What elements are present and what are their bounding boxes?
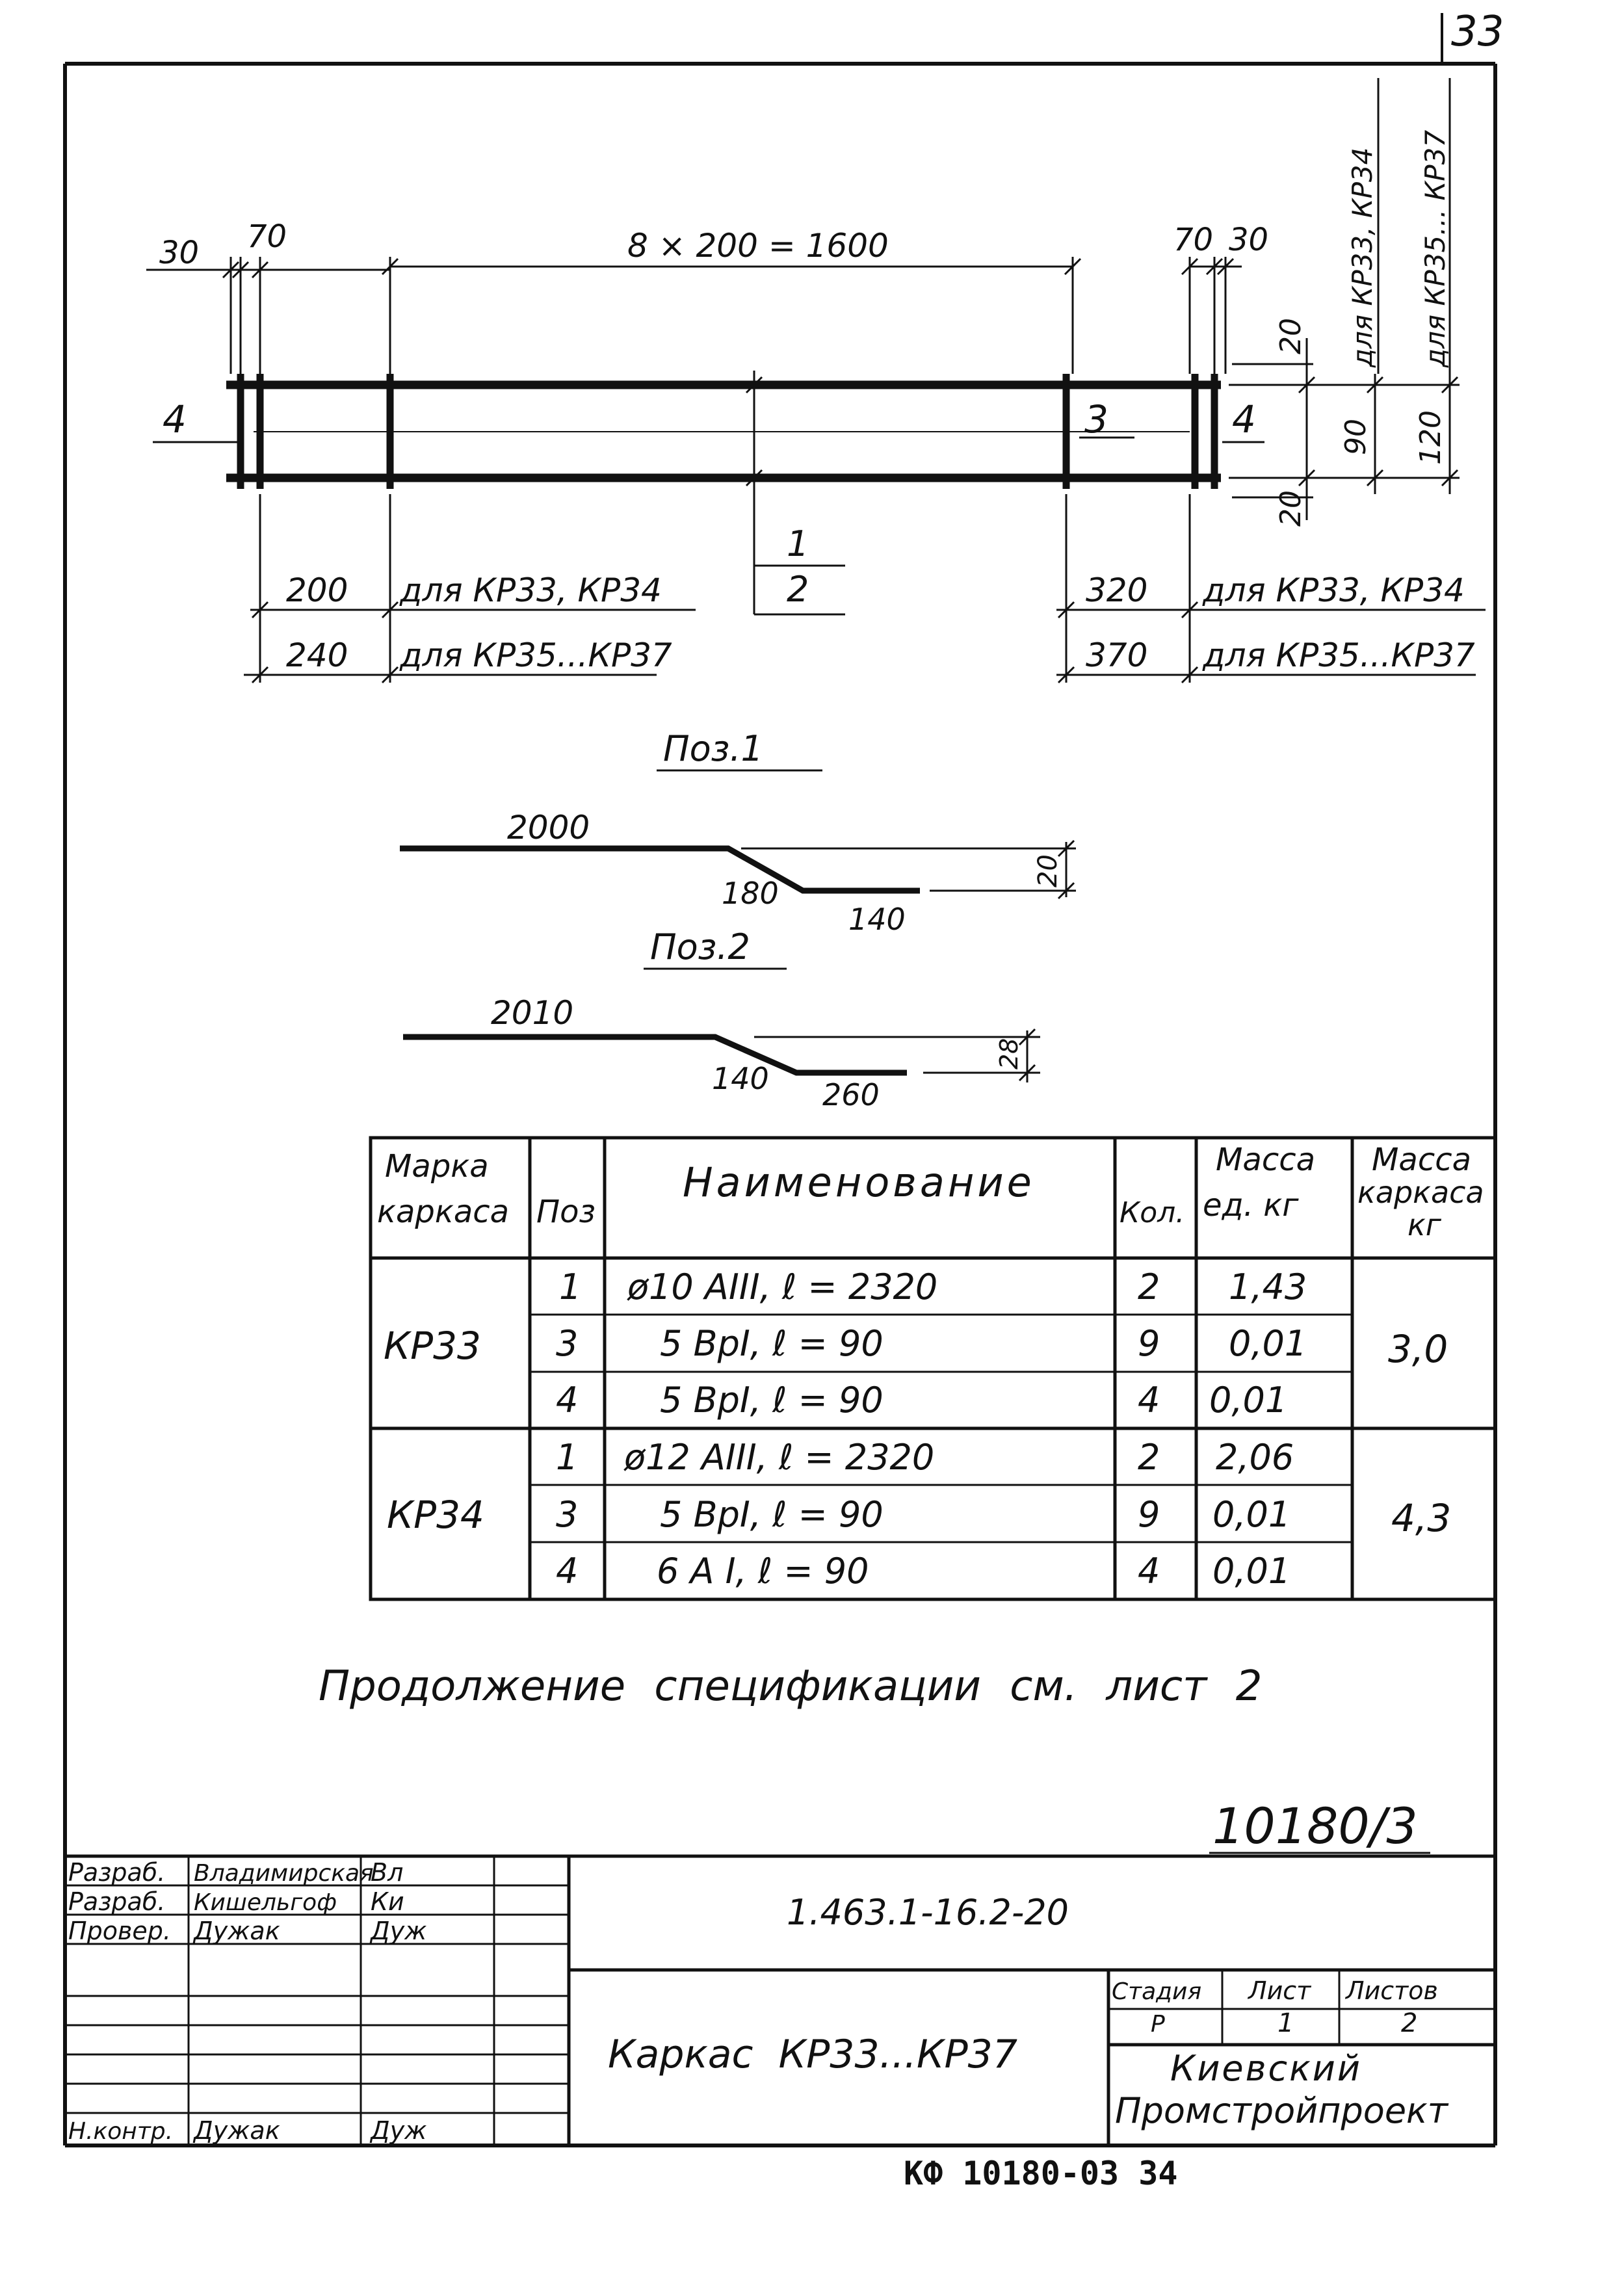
- title-block: [65, 1856, 1495, 2145]
- table-row: [556, 1437, 1294, 1478]
- dim-20-bottom: 20: [1274, 490, 1307, 527]
- group-mark: КР33: [384, 1324, 481, 1368]
- table-row: [556, 1323, 1307, 1364]
- header-unit-mass-line1: Масса: [1216, 1142, 1316, 1178]
- pos-label-1: 1: [787, 523, 809, 564]
- approver-role: Н.контр.: [68, 2118, 174, 2145]
- group-total: 3,0: [1388, 1327, 1448, 1371]
- approver-name: Дужак: [194, 2116, 280, 2145]
- sheets-value: 2: [1401, 2008, 1418, 2038]
- approver-row: [68, 1858, 403, 1887]
- corner-number: 33: [1451, 8, 1504, 56]
- dim-200-left: 200: [286, 571, 348, 609]
- doc-number: 1.463.1-16.2-20: [787, 1892, 1069, 1933]
- row-pos: 3: [556, 1323, 579, 1364]
- table-row: [556, 1380, 1287, 1421]
- row-qty: 4: [1138, 1551, 1160, 1592]
- dim-30-right: 30: [1229, 222, 1269, 258]
- approver-signature: Дуж: [371, 1917, 427, 1945]
- header-mark-line2: каркаса: [377, 1194, 510, 1230]
- note-240-left: для КР35...КР37: [400, 636, 672, 674]
- dim-20-top: 20: [1274, 318, 1307, 354]
- continuation-note: Продолжение спецификации см. лист 2: [319, 1662, 1263, 1711]
- row-mass: 0,01: [1212, 1494, 1291, 1535]
- row-mass: 2,06: [1216, 1437, 1294, 1478]
- row-pos: 4: [556, 1551, 579, 1592]
- approver-role: Разраб.: [68, 1887, 166, 1916]
- org-line1: Киевский: [1170, 2048, 1362, 2089]
- dimension-ticks: [223, 259, 1458, 683]
- row-mass: 0,01: [1212, 1551, 1291, 1592]
- inventory-number: 10180/3: [1212, 1797, 1418, 1855]
- row-qty: 2: [1138, 1437, 1160, 1478]
- row-pos: 3: [556, 1494, 579, 1535]
- row-pos: 4: [556, 1380, 579, 1421]
- approver-signature: Дуж: [371, 2116, 427, 2145]
- dim-320-right: 320: [1086, 571, 1148, 609]
- row-pos: 1: [559, 1266, 582, 1307]
- approver-name: Дужак: [194, 1917, 280, 1945]
- table-row: [556, 1551, 1290, 1592]
- row-pos: 1: [556, 1437, 579, 1478]
- note-kr35-37-vertical: для КР35... КР37: [1419, 129, 1451, 367]
- pos2-offset: 28: [995, 1038, 1023, 1069]
- approver-name: Владимирская: [194, 1860, 374, 1887]
- note-320-right: для КР33, КР34: [1203, 571, 1465, 609]
- dim-120: 120: [1414, 410, 1447, 465]
- note-kr33-34-vertical: для КР33, КР34: [1346, 147, 1378, 367]
- pos2-title: Поз.2: [650, 926, 750, 967]
- header-total-mass-line3: кг: [1408, 1207, 1441, 1242]
- org-line2: Промстройпроект: [1115, 2090, 1448, 2131]
- note-200-left: для КР33, КР34: [400, 571, 662, 609]
- row-name: ø12 АIII, ℓ = 2320: [624, 1437, 935, 1478]
- row-qty: 9: [1138, 1323, 1160, 1364]
- group-total: 4,3: [1391, 1496, 1452, 1540]
- sheet-label: Лист: [1248, 1976, 1311, 2005]
- approver-row: [68, 1917, 426, 1945]
- pos1-title: Поз.1: [663, 728, 763, 769]
- pos2-bar-shape: [403, 1037, 907, 1073]
- specification-table: [371, 1138, 1495, 1599]
- row-mass: 0,01: [1229, 1323, 1307, 1364]
- approver-role: Разраб.: [68, 1858, 166, 1887]
- header-qty: Кол.: [1120, 1196, 1185, 1229]
- pos2-length: 2010: [491, 994, 574, 1032]
- pos1-bar-drawing: [400, 728, 1076, 937]
- drawing-title: Каркас КР33...КР37: [608, 2032, 1017, 2077]
- sheet-value: 1: [1277, 2008, 1294, 2038]
- pos1-slope: 180: [722, 876, 779, 911]
- row-name: 5 ВрI, ℓ = 90: [660, 1380, 884, 1421]
- approver-name: Кишельгоф: [194, 1889, 337, 1916]
- pos1-length: 2000: [507, 809, 590, 846]
- pos-label-2: 2: [787, 569, 809, 610]
- row-qty: 9: [1138, 1494, 1160, 1535]
- header-mark-line1: Марка: [385, 1148, 489, 1185]
- dim-70-left: 70: [247, 218, 287, 255]
- row-mass: 0,01: [1209, 1380, 1288, 1421]
- group-mark: КР34: [387, 1493, 484, 1537]
- sheets-label: Листов: [1346, 1976, 1438, 2005]
- pos1-offset: 20: [1033, 854, 1063, 887]
- pos2-tail: 260: [822, 1077, 880, 1112]
- header-total-mass-line1: Масса: [1372, 1142, 1472, 1178]
- approver-row: [68, 1887, 404, 1916]
- dim-span: 8 × 200 = 1600: [627, 227, 889, 265]
- dim-70-right: 70: [1173, 222, 1214, 258]
- header-total-mass-line2: каркаса: [1357, 1175, 1484, 1210]
- pos2-bar-drawing: [403, 926, 1040, 1112]
- row-qty: 2: [1138, 1266, 1160, 1307]
- note-370-right: для КР35...КР37: [1203, 636, 1475, 674]
- bottom-archive-code: КФ 10180-03 34: [904, 2155, 1178, 2192]
- table-group-kr33: [384, 1266, 1448, 1421]
- dim-240-left: 240: [286, 636, 348, 674]
- approver-role: Провер.: [68, 1917, 171, 1945]
- table-group-kr34: [387, 1437, 1451, 1592]
- pos2-slope: 140: [712, 1061, 769, 1096]
- table-row: [556, 1494, 1290, 1535]
- row-name: 5 ВрI, ℓ = 90: [660, 1323, 884, 1364]
- pos-label-right-4: 4: [1232, 397, 1256, 441]
- header-name: Наименование: [683, 1159, 1035, 1206]
- row-name: ø10 АIII, ℓ = 2320: [627, 1266, 938, 1307]
- pos1-tail: 140: [848, 902, 906, 937]
- pos1-bar-shape: [400, 848, 920, 891]
- dim-370-right: 370: [1086, 636, 1148, 674]
- dim-30-left: 30: [159, 235, 200, 271]
- approver-row: [68, 2116, 426, 2145]
- dim-90: 90: [1339, 419, 1372, 455]
- approver-signature: Вл: [371, 1858, 404, 1887]
- row-qty: 4: [1138, 1380, 1160, 1421]
- stage-label: Стадия: [1112, 1978, 1202, 2005]
- row-name: 6 А I, ℓ = 90: [657, 1551, 869, 1592]
- pos-label-3: 3: [1084, 397, 1108, 441]
- stage-value: Р: [1151, 2011, 1165, 2038]
- frame-drawing: [146, 78, 1486, 683]
- pos-label-left-4: 4: [163, 397, 187, 441]
- approver-signature: Ки: [371, 1887, 404, 1916]
- header-pos: Поз: [536, 1194, 596, 1230]
- row-name: 5 ВрI, ℓ = 90: [660, 1494, 884, 1535]
- row-mass: 1,43: [1229, 1266, 1307, 1307]
- header-unit-mass-line2: ед. кг: [1203, 1187, 1299, 1224]
